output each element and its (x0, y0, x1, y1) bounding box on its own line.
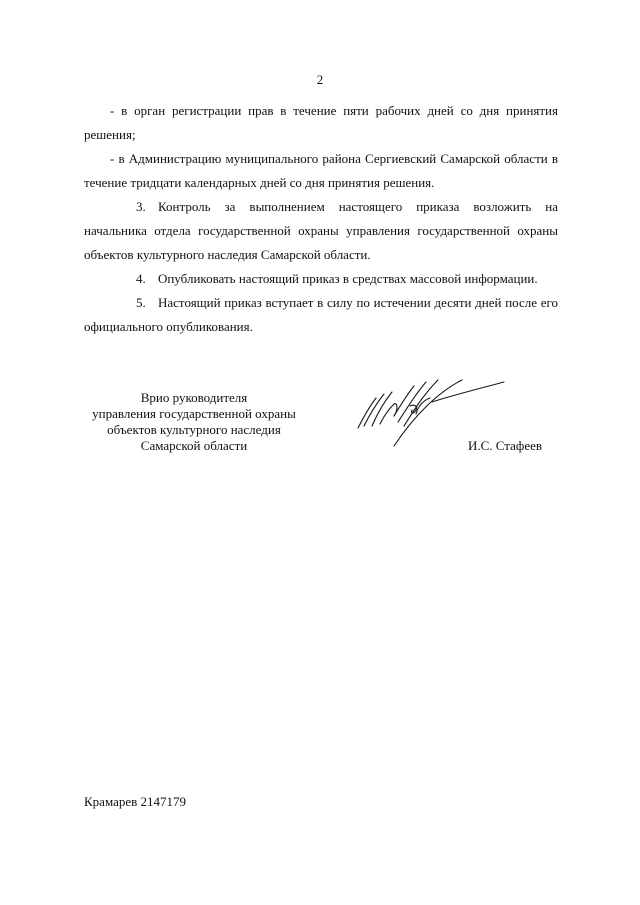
executor-info: Крамарев 2147179 (84, 794, 187, 809)
signer-name: И.С. Стафеев (468, 438, 543, 453)
position-line: управления государственной охраны (92, 406, 296, 421)
list-item-5 (84, 291, 558, 339)
document-body (84, 99, 558, 339)
page-number: 2 (316, 72, 324, 87)
list-item-3 (84, 195, 558, 267)
signer-position (64, 390, 324, 454)
list-item-4 (84, 267, 558, 291)
position-line: объектов культурного наследия (107, 422, 281, 437)
list-item-text: Опубликовать настоящий приказ в средствах массовой информации. (158, 271, 538, 286)
signature-block (64, 390, 544, 470)
list-item-text: Контроль за выполнением настоящего приказа возложить на начальника отдела государственной охраны управления государственной охраны объектов культурного наследия Самарской области. (84, 199, 558, 262)
paragraph-administration: - в Администрацию муниципального района Сергиевский Самарской области в течение тридцати календарных дней со дня принятия решения. (84, 151, 558, 190)
paragraph-registration: - в орган регистрации прав в течение пяти рабочих дней со дня принятия решения; (84, 103, 558, 142)
list-item-number: 5. (136, 295, 146, 310)
position-line: Самарской области (140, 438, 248, 453)
list-item-number: 4. (136, 271, 146, 286)
position-line: Врио руководителя (140, 390, 248, 405)
list-item-number: 3. (136, 199, 146, 214)
list-item-text: Настоящий приказ вступает в силу по истечении десяти дней после его официального опубликования. (84, 295, 558, 334)
